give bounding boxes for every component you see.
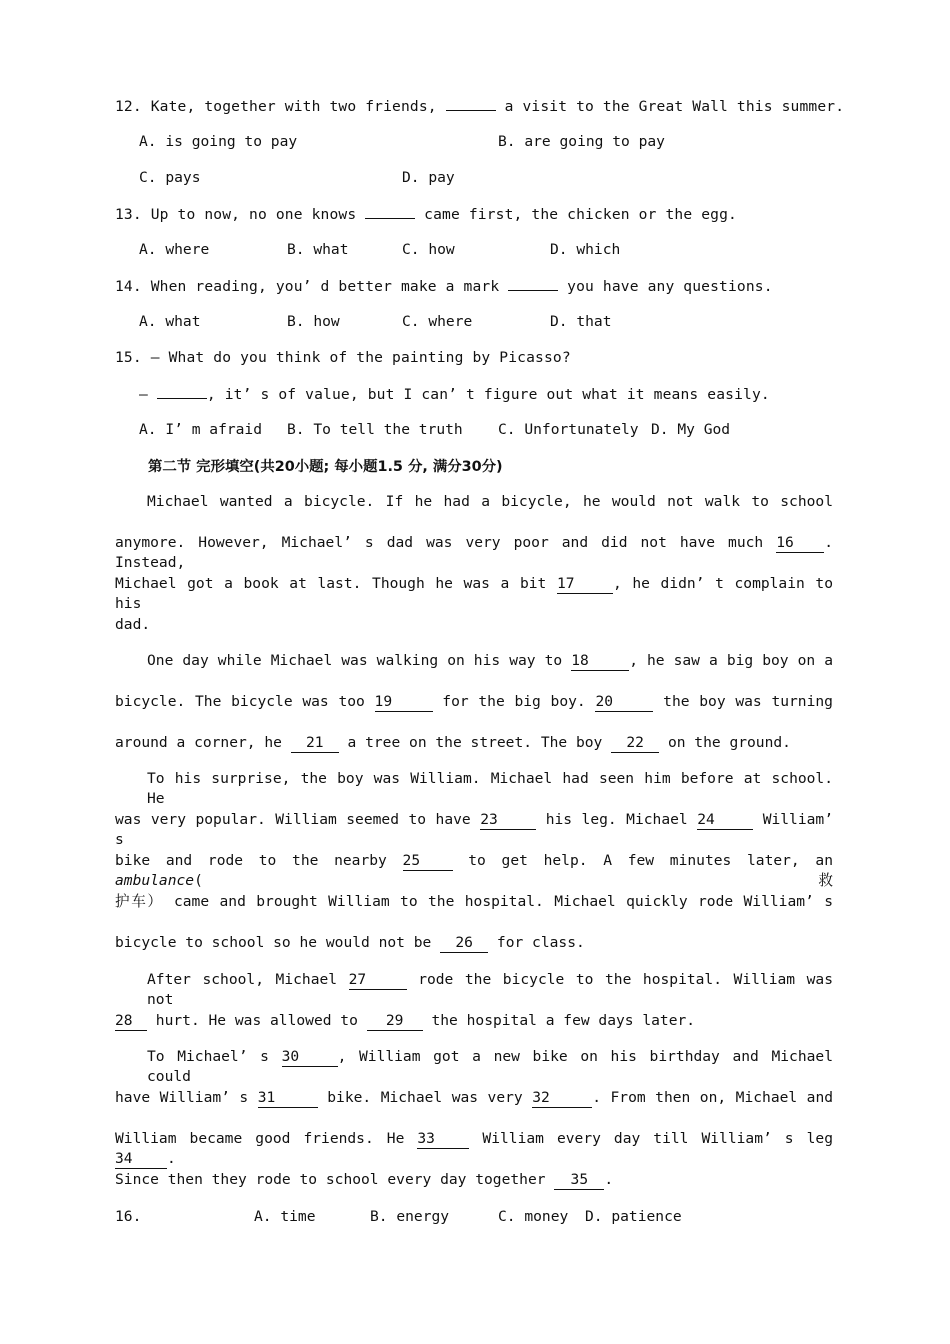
question-stem: a visit to the Great Wall this summer. xyxy=(504,98,845,115)
question-15 xyxy=(115,348,571,368)
option-d[interactable]: D. pay xyxy=(402,169,455,186)
question-15-reply xyxy=(139,384,770,405)
blank-35: 35 xyxy=(554,1171,604,1190)
blank-16: 16 xyxy=(776,534,824,553)
option-d[interactable]: D. which xyxy=(550,241,621,258)
section-heading: 第二节 完形填空(共20小题; 每小题1.5 分, 满分30分) xyxy=(148,459,503,475)
option-b[interactable]: B. how xyxy=(287,313,340,330)
blank-33: 33 xyxy=(417,1130,469,1149)
passage-line: After school, Michael 27 rode the bicycle to the hospital. William was not xyxy=(147,971,833,1008)
blank-29: 29 xyxy=(367,1012,423,1031)
answer-blank xyxy=(508,276,558,291)
passage-line: bike and rode to the nearby 25 to get help. A few minutes later, an ambulance(救 xyxy=(115,852,833,889)
option-b[interactable]: B. energy xyxy=(370,1208,450,1225)
passage-line: Since then they rode to school every day together 35 . xyxy=(115,1171,614,1188)
option-b[interactable]: B. what xyxy=(287,241,349,258)
blank-26: 26 xyxy=(440,934,488,953)
blank-27: 27 xyxy=(349,971,407,990)
question-number: 13. xyxy=(115,206,142,223)
option-a[interactable]: A. time xyxy=(254,1208,316,1225)
passage-line: William became good friends. He 33 William every day till William’ s leg 34 . xyxy=(115,1130,833,1167)
answer-blank xyxy=(157,384,207,399)
blank-20: 20 xyxy=(595,693,653,712)
blank-21: 21 xyxy=(291,734,339,753)
passage-line: dad. xyxy=(115,616,151,633)
option-d[interactable]: D. My God xyxy=(651,421,731,438)
question-stem: — What do you think of the painting by Picasso? xyxy=(150,349,571,366)
passage-line: 28 hurt. He was allowed to 29 the hospital a few days later. xyxy=(115,1012,696,1029)
option-c[interactable]: C. where xyxy=(402,313,473,330)
passage-line: around a corner, he 21 a tree on the street. The boy 22 on the ground. xyxy=(115,734,791,751)
blank-30: 30 xyxy=(282,1048,338,1067)
option-d[interactable]: D. patience xyxy=(585,1208,682,1225)
answer-blank xyxy=(446,96,496,111)
option-a[interactable]: A. is going to pay xyxy=(139,133,298,150)
blank-28: 28 xyxy=(115,1012,147,1031)
question-stem: Up to now, no one knows xyxy=(150,206,357,223)
passage-line: Michael got a book at last. Though he was a bit 17 , he didn’ t complain to his xyxy=(115,575,833,612)
blank-17: 17 xyxy=(557,575,613,594)
option-a[interactable]: A. what xyxy=(139,313,201,330)
option-c[interactable]: C. how xyxy=(402,241,455,258)
blank-25: 25 xyxy=(403,852,453,871)
question-number: 15. xyxy=(115,349,142,366)
question-stem: When reading, you’ d better make a mark xyxy=(150,278,500,295)
passage-line: Michael wanted a bicycle. If he had a bicycle, he would not walk to school xyxy=(147,493,833,510)
option-b[interactable]: B. To tell the truth xyxy=(287,421,463,438)
reply-text: , it’ s of value, but I can’ t figure out what it means easily. xyxy=(206,386,770,403)
passage-line: bicycle to school so he would not be 26 for class. xyxy=(115,934,585,951)
passage-line: was very popular. William seemed to have 23 his leg. Michael 24 William’ s xyxy=(115,811,833,848)
passage-line: To his surprise, the boy was William. Michael had seen him before at school. He xyxy=(147,770,833,807)
dash: — xyxy=(139,386,148,403)
question-stem: you have any questions. xyxy=(567,278,773,295)
blank-19: 19 xyxy=(375,693,433,712)
question-12 xyxy=(115,96,844,117)
question-stem: came first, the chicken or the egg. xyxy=(424,206,737,223)
option-a[interactable]: A. I’ m afraid xyxy=(139,421,263,438)
passage-line: have William’ s 31 bike. Michael was very 32 . From then on, Michael and xyxy=(115,1089,834,1106)
option-c[interactable]: C. Unfortunately xyxy=(498,421,639,438)
blank-32: 32 xyxy=(532,1089,592,1108)
passage-line: To Michael’ s 30 , William got a new bike on his birthday and Michael could xyxy=(147,1048,833,1085)
option-c[interactable]: C. money xyxy=(498,1208,569,1225)
blank-31: 31 xyxy=(258,1089,318,1108)
blank-34: 34 xyxy=(115,1150,167,1169)
question-number: 14. xyxy=(115,278,142,295)
blank-23: 23 xyxy=(480,811,536,830)
passage-line: One day while Michael was walking on his way to 18 , he saw a big boy on a xyxy=(147,652,833,669)
question-16-number: 16. xyxy=(115,1208,142,1225)
option-c[interactable]: C. pays xyxy=(139,169,201,186)
question-number: 12. xyxy=(115,98,142,115)
blank-24: 24 xyxy=(697,811,753,830)
question-14 xyxy=(115,276,773,297)
question-stem: Kate, together with two friends, xyxy=(150,98,437,115)
answer-blank xyxy=(365,204,415,219)
question-13 xyxy=(115,204,737,225)
option-a[interactable]: A. where xyxy=(139,241,210,258)
passage-line: bicycle. The bicycle was too 19 for the big boy. 20 the boy was turning xyxy=(115,693,833,710)
italic-word: ambulance xyxy=(115,872,195,889)
passage-line: anymore. However, Michael’ s dad was very poor and did not have much 16 . Instead, xyxy=(115,534,833,571)
option-d[interactable]: D. that xyxy=(550,313,612,330)
blank-22: 22 xyxy=(611,734,659,753)
blank-18: 18 xyxy=(571,652,629,671)
passage-line: 护车） came and brought William to the hospital. Michael quickly rode William’ s xyxy=(115,893,833,910)
option-b[interactable]: B. are going to pay xyxy=(498,133,665,150)
